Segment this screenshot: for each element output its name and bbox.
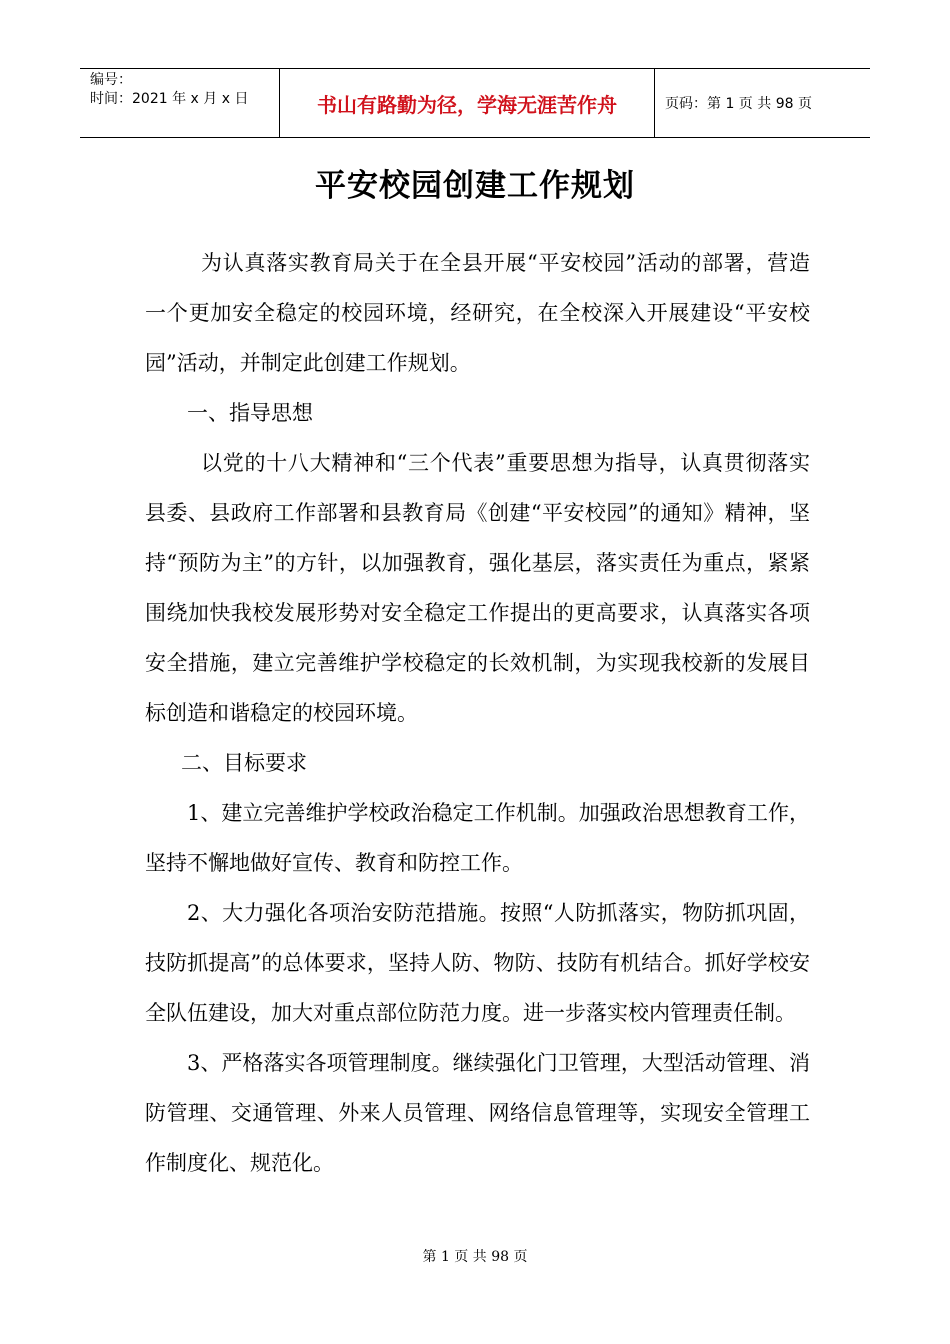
header-motto: 书山有路勤为径，学海无涯苦作舟 (280, 69, 655, 137)
page-header (80, 68, 870, 138)
time-label: 时间：2021 年 x 月 x 日 (90, 91, 249, 107)
paragraph-goal-1: 1、建立完善维护学校政治稳定工作机制。加强政治思想教育工作，坚持不懈地做好宣传、教育和防控工作。 (145, 801, 810, 875)
paragraph-goal-2: 2、大力强化各项治安防范措施。按照“人防抓落实，物防抓巩固，技防抓提高”的总体要求，坚持人防、物防、技防有机结合。抓好学校安全队伍建设，加大对重点部位防范力度。进一步落实校内管理责任制。 (145, 901, 810, 1025)
header-page-info: 页码：第 1 页 共 98 页 (665, 96, 812, 112)
document-body (145, 238, 810, 1188)
heading-guiding-ideology: 一、指导思想 (187, 401, 313, 425)
header-meta (80, 69, 280, 137)
paragraph-goal-3: 3、严格落实各项管理制度。继续强化门卫管理，大型活动管理、消防管理、交通管理、外来人员管理、网络信息管理等，实现安全管理工作制度化、规范化。 (145, 1051, 810, 1175)
paragraph-intro: 为认真落实教育局关于在全县开展“平安校园”活动的部署，营造一个更加安全稳定的校园环境，经研究，在全校深入开展建设“平安校园”活动，并制定此创建工作规划。 (145, 251, 810, 375)
paragraph-guiding-ideology: 以党的十八大精神和“三个代表”重要思想为指导，认真贯彻落实县委、县政府工作部署和县教育局《创建“平安校园”的通知》精神，坚持“预防为主”的方针，以加强教育，强化基层，落实责任为重点，紧紧围绕加快我校发展形势对安全稳定工作提出的更高要求，认真落实各项安全措施，建立完善维护学校稳定的长效机制，为实现我校新的发展目标创造和谐稳定的校园环境。 (145, 451, 810, 725)
number-label: 编号： (90, 72, 132, 88)
document-title: 平安校园创建工作规划 (315, 168, 635, 204)
heading-goals: 二、目标要求 (181, 751, 307, 775)
page-footer: 第 1 页 共 98 页 (422, 1249, 528, 1265)
